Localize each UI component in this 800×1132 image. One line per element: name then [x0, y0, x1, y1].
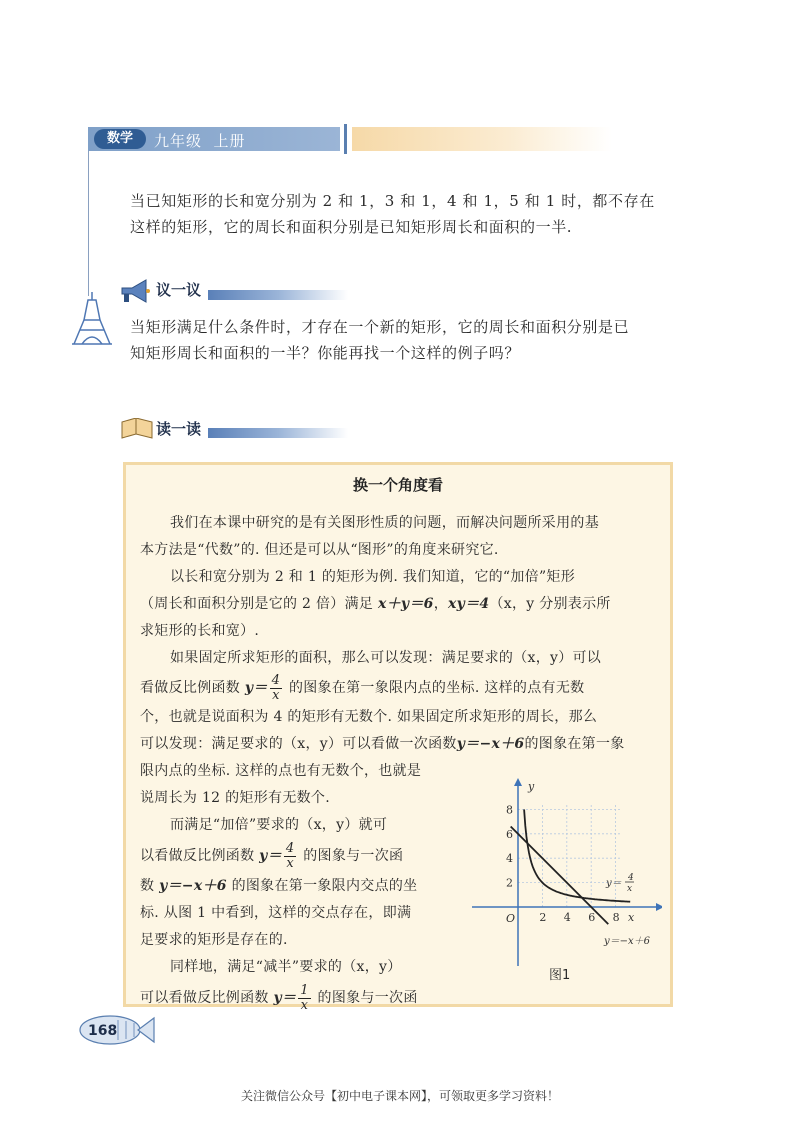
read-title: 读一读 — [156, 420, 202, 438]
fraction: $\frac{4}{x}$ — [285, 840, 295, 871]
figure-caption: 图1 — [549, 968, 571, 983]
x-tick-label: 8 — [612, 911, 620, 924]
book-icon — [120, 418, 154, 442]
grade-label: 九年级 上册 — [154, 132, 246, 150]
header-fade — [352, 127, 612, 151]
margin-line — [88, 151, 89, 296]
reading-line: 同样地，满足“减半”要求的（x，y） — [170, 959, 402, 975]
reading-line: （周长和面积分别是它的 2 倍）满足 x＋y＝6，xy＝4（x，y 分别表示所 — [140, 596, 611, 612]
footer-note: 关注微信公众号【初中电子课本网】，可领取更多学习资料！ — [240, 1089, 559, 1103]
figure-1 — [466, 776, 662, 976]
reading-line: 求矩形的长和宽）. — [140, 623, 260, 639]
reading-line: 个，也就是说面积为 4 的矩形有无数个. 如果固定所求矩形的周长，那么 — [140, 709, 598, 725]
y-tick-label: 4 — [506, 852, 513, 866]
reading-line: 如果固定所求矩形的面积，那么可以发现：满足要求的（x，y）可以 — [170, 650, 602, 666]
origin-label: O — [506, 912, 516, 925]
tower-icon — [70, 290, 114, 348]
x-tick-label: 4 — [563, 911, 571, 924]
reading-line: 数 y＝−x＋6 的图象在第一象限内交点的坐 — [140, 878, 418, 894]
page-number: 168 — [88, 1023, 118, 1039]
reading-line: 可以看做反比例函数 y＝ $\frac{1}{x}$ 的图象与一次函 — [140, 982, 418, 1013]
x-tick-label: 2 — [539, 911, 547, 924]
megaphone-icon — [118, 278, 152, 306]
reading-line: 说周长为 12 的矩形有无数个. — [140, 790, 330, 806]
reading-line: 标. 从图 1 中看到，这样的交点存在，即满 — [140, 905, 412, 921]
reading-line: 以长和宽分别为 2 和 1 的矩形为例. 我们知道，它的“加倍”矩形 — [170, 569, 576, 585]
discuss-line-2: 知矩形周长和面积的一半？你能再找一个这样的例子吗？ — [130, 344, 521, 362]
discuss-title: 议一议 — [156, 281, 202, 299]
reading-line: 我们在本课中研究的是有关图形性质的问题，而解决问题所采用的基 — [170, 515, 599, 531]
intro-line-1: 当已知矩形的长和宽分别为 2 和 1，3 和 1，4 和 1，5 和 1 时，都不存在 — [130, 192, 655, 210]
curve-label-denominator: x — [627, 884, 633, 894]
reading-line: 而满足“加倍”要求的（x，y）就可 — [170, 817, 388, 833]
x-axis-label: x — [628, 911, 635, 924]
intro-paragraph — [130, 188, 690, 240]
curve-label: y＝ — [606, 878, 622, 889]
reading-line: 看做反比例函数 y＝ $\frac{4}{x}$ 的图象在第一象限内点的坐标. 这样的点有无数 — [140, 672, 585, 703]
curve-label-numerator: 4 — [628, 873, 634, 883]
discuss-paragraph — [130, 314, 690, 366]
read-title-bar — [208, 428, 348, 438]
reading-line: 以看做反比例函数 y＝ $\frac{4}{x}$ 的图象与一次函 — [140, 840, 404, 871]
reading-box-title: 换一个角度看 — [352, 476, 443, 494]
y-axis-label: y — [528, 780, 535, 793]
linear-graph — [511, 826, 609, 924]
reading-line: 限内点的坐标. 这样的点也有无数个，也就是 — [140, 763, 422, 779]
fraction: $\frac{4}{x}$ — [271, 672, 281, 703]
reading-line: 可以发现：满足要求的（x，y）可以看做一次函数y＝−x＋6的图象在第一象 — [140, 736, 625, 752]
x-tick-label: 6 — [588, 911, 596, 924]
y-tick-label: 6 — [506, 827, 513, 841]
discuss-line-1: 当矩形满足什么条件时，才存在一个新的矩形，它的周长和面积分别是已 — [130, 318, 630, 336]
intro-line-2: 这样的矩形，它的周长和面积分别是已知矩形周长和面积的一半. — [130, 218, 573, 236]
discuss-title-bar — [208, 290, 348, 300]
y-tick-label: 2 — [506, 876, 513, 890]
y-tick-label: 8 — [506, 803, 513, 817]
reading-line: 本方法是“代数”的. 但还是可以从“图形”的角度来研究它. — [140, 542, 499, 558]
subject-badge: 数学 — [94, 129, 146, 149]
line-label: y＝−x＋6 — [604, 936, 651, 947]
reading-line: 足要求的矩形是存在的. — [140, 932, 288, 948]
fraction: $\frac{1}{x}$ — [300, 982, 309, 1013]
header-divider — [344, 124, 347, 154]
